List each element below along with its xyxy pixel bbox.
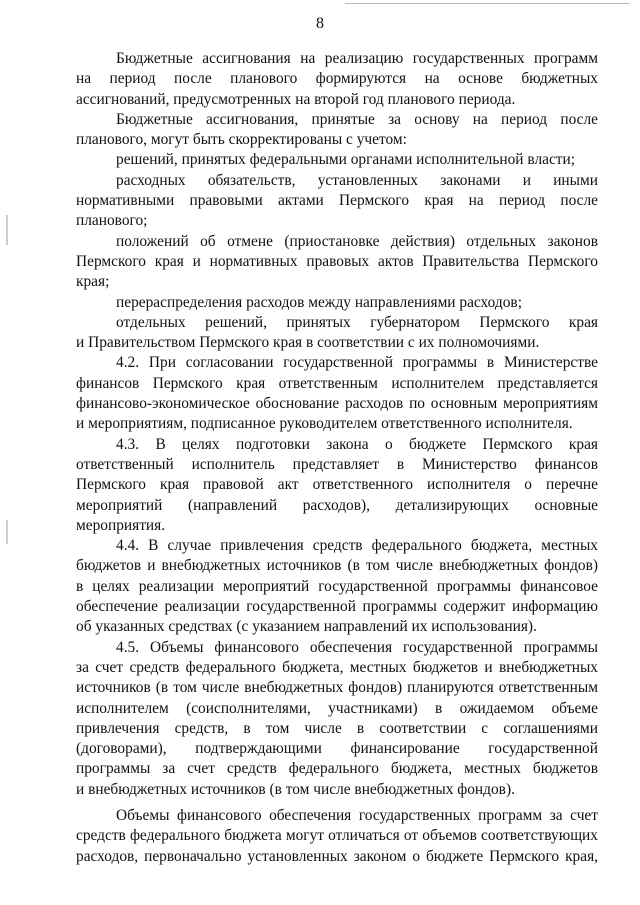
text-line: ответственный исполнитель представляет в Министерство финансов (76, 455, 598, 473)
text-line: Бюджетные ассигнования, принятые за основу на период после (116, 110, 598, 128)
text-line: обеспечение реализации государственной программы содержит информацию (76, 598, 598, 616)
text-line: расходных обязательств, установленных законами и иными (116, 171, 598, 189)
text-line: в целях реализации мероприятий государственной программы финансовое (76, 577, 598, 595)
text-line: бюджетов и внебюджетных источников (в том числе внебюджетных фондов) (76, 557, 598, 575)
scan-artifact (6, 520, 8, 544)
text-line: решений, принятых федеральными органами исполнительной власти; (116, 151, 576, 169)
text-line: положений об отмене (приостановке действия) отдельных законов (116, 232, 598, 250)
text-line: Пермского края и нормативных правовых актов Правительства Пермского (76, 252, 598, 270)
text-line: края; (76, 273, 110, 291)
text-line: и внебюджетных источников (в том числе внебюджетных фондов). (76, 780, 515, 798)
text-line: расходов, первоначально установленных законом о бюджете Пермского края, (76, 847, 598, 865)
text-line: Пермского края правовой акт ответственного исполнителя о перечне (76, 476, 598, 494)
scan-edge-line (345, 3, 630, 4)
text-line: 4.5. Объемы финансового обеспечения государственной программы (116, 638, 598, 656)
text-line: 4.3. В целях подготовки закона о бюджете Пермского края (116, 435, 598, 453)
text-line: привлечения средств, в том числе в соответствии с соглашениями (76, 719, 598, 737)
text-line: за счет средств федерального бюджета, местных бюджетов и внебюджетных (76, 658, 598, 676)
text-line: планового, могут быть скорректированы с учетом: (76, 131, 407, 149)
text-line: финансово-экономическое обоснование расходов по основным мероприятиям (76, 395, 598, 413)
page-number: 8 (316, 15, 324, 32)
text-line: исполнителем (соисполнителями, участниками) в ожидаемом объеме (76, 699, 598, 717)
text-line: источников (в том числе внебюджетных фондов) планируются ответственным (76, 679, 598, 697)
text-line: об указанных средствах (с указанием направлений их использования). (76, 618, 537, 636)
text-line: планового; (76, 212, 148, 230)
text-line: на период после планового формируются на основе бюджетных (76, 70, 598, 88)
document-body (76, 49, 598, 867)
text-line: 4.2. При согласовании государственной программы в Министерстве (116, 354, 598, 372)
text-line: программы за счет средств федерального бюджета, местных бюджетов (76, 760, 598, 778)
text-line: отдельных решений, принятых губернатором Пермского края (116, 313, 598, 331)
text-line: и мероприятиям, подписанное руководителем ответственного исполнителя. (76, 415, 573, 433)
text-line: ассигнований, предусмотренных на второй год планового периода. (76, 90, 516, 108)
text-line: перераспределения расходов между направлениями расходов; (116, 293, 522, 311)
text-line: мероприятия. (76, 516, 166, 534)
text-line: Объемы финансового обеспечения государственных программ за счет (116, 806, 598, 824)
text-line: нормативными правовыми актами Пермского края на период после (76, 192, 598, 210)
text-line: мероприятий (направлений расходов), детализирующих основные (76, 496, 598, 514)
text-line: финансов Пермского края ответственным исполнителем представляется (76, 374, 598, 392)
text-line: 4.4. В случае привлечения средств федерального бюджета, местных (116, 537, 598, 555)
text-line: и Правительством Пермского края в соответствии с их полномочиями. (76, 334, 540, 352)
scan-artifact (6, 215, 8, 245)
text-line: (договорами), подтверждающими финансирование государственной (76, 740, 598, 758)
text-line: Бюджетные ассигнования на реализацию государственных программ (116, 50, 598, 67)
text-line: средств федерального бюджета могут отличаться от объемов соответствующих (76, 827, 598, 845)
